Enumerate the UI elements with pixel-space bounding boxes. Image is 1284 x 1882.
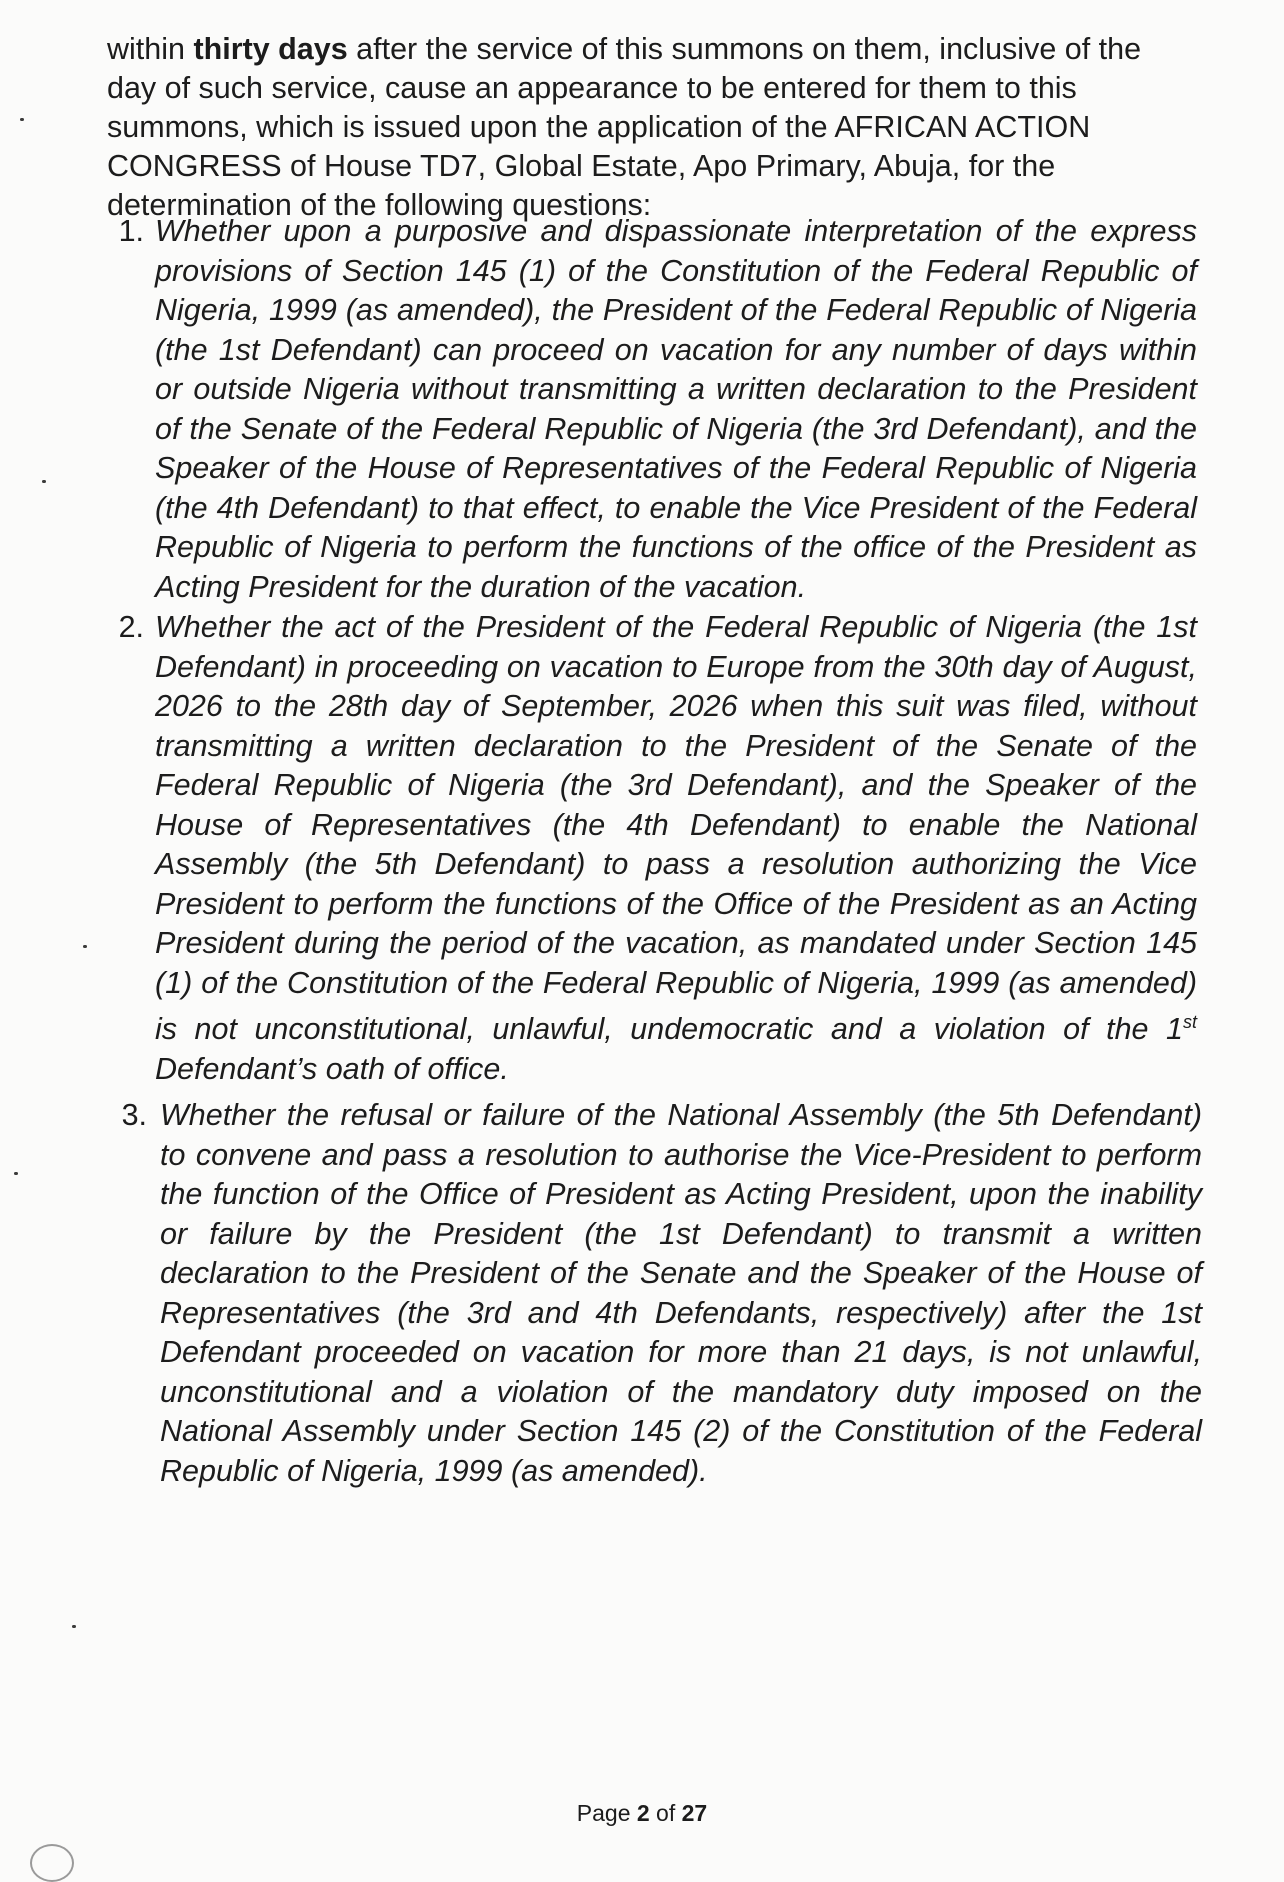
question-number: 3. [121,1098,147,1132]
scan-speck [14,1172,18,1175]
scan-speck [42,480,46,483]
bottom-scan-strip [0,1846,1284,1860]
scan-speck [83,945,87,948]
question-text [155,608,1197,1089]
question-text-part: Defendant’s oath of office. [155,1051,509,1086]
question-text: Whether upon a purposive and dispassionate interpretation of the express provisions of Section 145 (1) of the Constitution of the Federal Republic of Nigeria, 1999 (as amended), the President of the Federal Republic of Nigeria (the 1st Defendant) can proceed on vacation for any number of days within or outside Nigeria without transmitting a written declaration to the President of the Senate of the Federal Republic of Nigeria (the 3rd Defendant), and the Speaker of the House of Representatives of the Federal Republic of Nigeria (the 4th Defendant) to that effect, to enable the Vice President of the Federal Republic of Nigeria to perform the functions of the office of the President as Acting President for the duration of the vacation. [155,214,1197,604]
intro-bold: thirty days [193,32,348,66]
question-text-part: Whether the act of the President of the Federal Republic of Nigeria (the 1st Defendant) in proceeding on vacation to Europe from the 30th day of August, 2026 to the 28th day of September, 2026 when this suit was filed, without transmitting a written declaration to the President of the Senate of the Federal Republic of Nigeria (the 3rd Defendant), and the Speaker of the House of Representatives (the 4th Defendant) to enable the National Assembly (the 5th Defendant) to pass a resolution authorizing the Vice President to perform the functions of the Office of the President as an Acting President during the period of the vacation, as mandated under Section 145 (1) of the Constitution of the Federal Republic of Nigeria, 1999 (as amended) is not unconstitutional, unlawful, undemocratic and a violation of the 1 [155,610,1197,1047]
scan-speck [20,118,24,121]
page-current: 2 [636,1800,650,1826]
page-total: 27 [681,1800,708,1826]
page-word: Page [576,1800,637,1826]
question-number: 1. [118,214,144,248]
intro-post: after the service of this summons on them, inclusive of the day of such service, cause an appearance to be entered for them to this summons, which is issued upon the application of the AFRICAN ACTION CONGRESS of House TD7, Global Estate, Apo Primary, Abuja, for the determination of the following questions: [107,32,1142,222]
question-number: 2. [118,610,144,644]
page-number [0,1800,1284,1827]
intro-paragraph [107,30,1167,225]
page-of: of [649,1800,682,1826]
scan-speck [72,1625,76,1628]
question-text: Whether the refusal or failure of the National Assembly (the 5th Defendant) to convene and pass a resolution to authorise the Vice-President to perform the function of the Office of President as Acting President, upon the inability or failure by the President (the 1st Defendant) to transmit a written declaration to the President of the Senate and the Speaker of the House of Representatives (the 3rd and 4th Defendants, respectively) after the 1st Defendant proceeded on vacation for more than 21 days, is not unlawful, unconstitutional and a violation of the mandatory duty imposed on the National Assembly under Section 145 (2) of the Constitution of the Federal Republic of Nigeria, 1999 (as amended). [160,1098,1202,1488]
seal-icon [30,1844,74,1882]
intro-pre: within [107,32,194,66]
superscript: st [1182,1012,1197,1032]
